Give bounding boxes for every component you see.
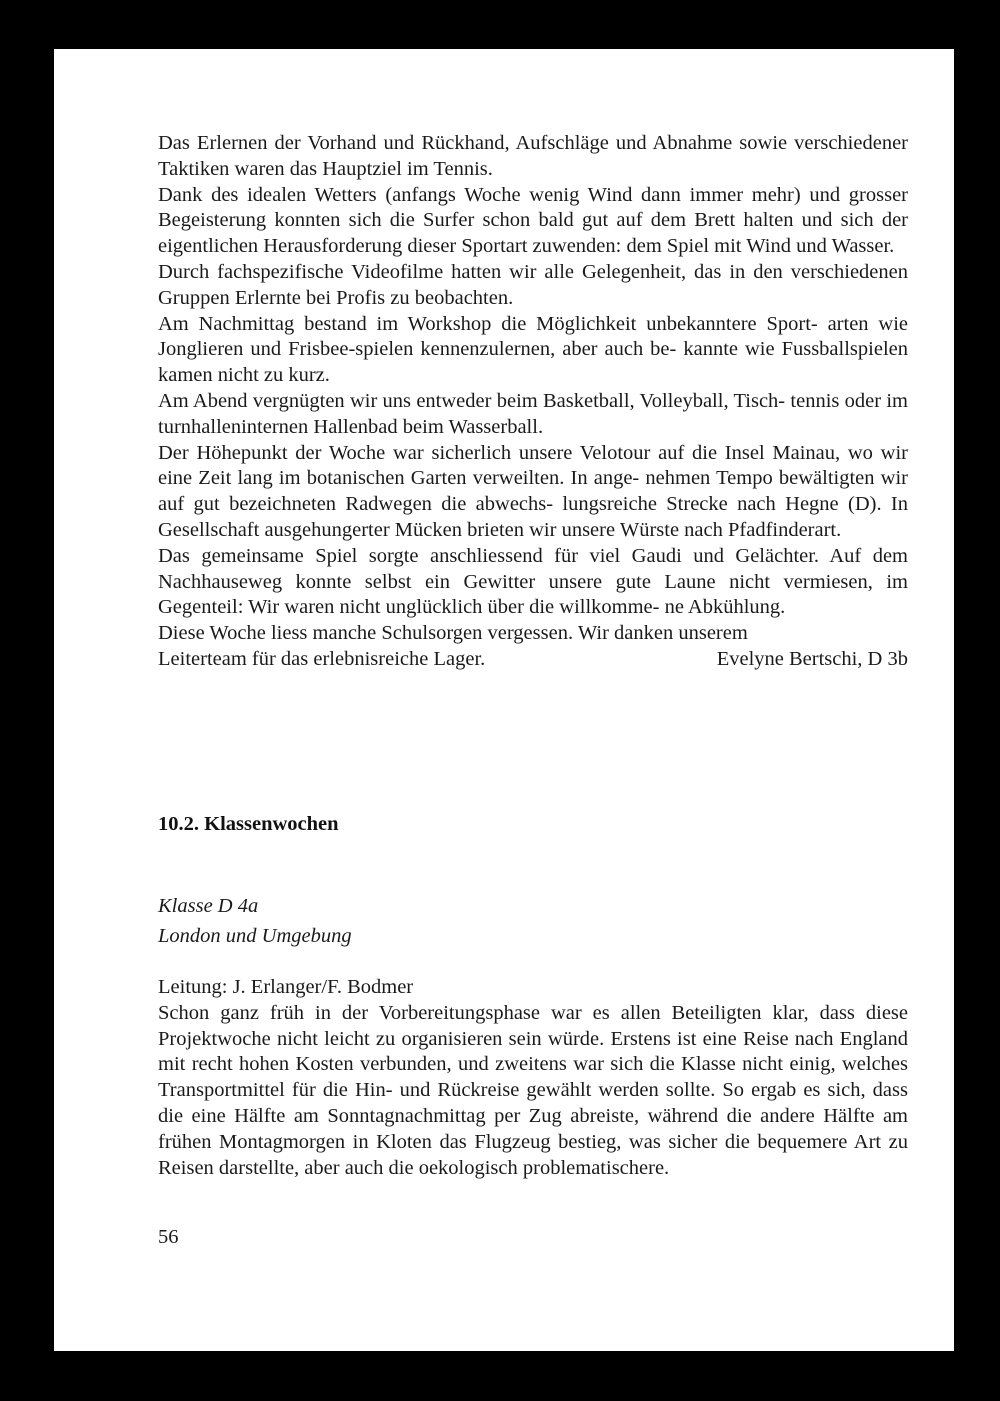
author-signature: Evelyne Bertschi, D 3b [716,647,908,670]
closing-signature-line [158,647,908,673]
paragraph-surfing: Dank des idealen Wetters (anfangs Woche wenig Wind dann immer mehr) und grosser Begeisterung konnten sich die Surfer schon bald gut auf dem Brett halten und sich der eigentlichen Herausforderung dieser Sportart zuwenden: dem Spiel mit Wind und Wasser. [158,183,908,258]
closing-text: Leiterteam für das erlebnisreiche Lager. [158,647,486,670]
leadership-line: Leitung: J. Erlanger/F. Bodmer [158,976,414,998]
paragraph-evening: Am Abend vergnügten wir uns entweder beim Basketball, Volleyball, Tisch- tennis oder im turnhalleninternen Hallenbad beim Wasserball. [158,389,908,438]
report-section [158,131,908,673]
class-subtitle: London und Umgebung [158,925,352,947]
class-info [158,891,352,951]
paragraph-game: Das gemeinsame Spiel sorgte anschliessend für viel Gaudi und Gelächter. Auf dem Nachhauseweg konnte selbst ein Gewitter unsere gute Laune nicht vermiesen, im Gegenteil: Wir waren nicht unglücklich über die willkomme- ne Abkühlung. [158,544,908,619]
document-page [54,49,954,1351]
paragraph-workshop: Am Nachmittag bestand im Workshop die Möglichkeit unbekanntere Sport- arten wie Jonglieren und Frisbee-spielen kennenzulernen, aber auch be- kannte wie Fussballspielen kamen nicht zu kurz. [158,312,908,387]
class-name: Klasse D 4a [158,895,259,917]
class-report [158,975,908,1181]
page-number: 56 [158,1226,179,1248]
paragraph-tennis: Das Erlernen der Vorhand und Rückhand, Aufschläge und Abnahme sowie verschiedener Taktiken waren das Hauptziel im Tennis. [158,132,908,180]
closing-line: Diese Woche liess manche Schulsorgen vergessen. Wir danken unserem [158,622,748,645]
paragraph-london: Schon ganz früh in der Vorbereitungsphase war es allen Beteiligten klar, dass diese Projektwoche nicht leicht zu organisieren sein würde. Erstens ist eine Reise nach England mit recht hohen Kosten verbunden, und zweitens war sich die Klasse nicht einig, welches Transportmittel für die Hin- und Rückreise gewählt werden sollte. So ergab es sich, dass die eine Hälfte am Sonntagnachmittag per Zug abreiste, während die andere Hälfte am frühen Montagmorgen in Kloten das Flugzeug bestieg, was sicher die bequemere Art zu Reisen darstellte, aber auch die oekologisch problematischere. [158,1001,908,1179]
paragraph-velotour: Der Höhepunkt der Woche war sicherlich unsere Velotour auf die Insel Mainau, wo wir eine Zeit lang im botanischen Garten verweilten. In ange- nehmen Tempo bewältigten wir auf gut bezeichneten Radwegen die abwechs- lungsreiche Strecke nach Hegne (D). In Gesellschaft ausgehungerter Mücken brieten wir unsere Würste nach Pfadfinderart. [158,441,908,541]
paragraph-videos: Durch fachspezifische Videofilme hatten wir alle Gelegenheit, das in den verschiedenen Gruppen Erlernte bei Profis zu beobachten. [158,260,908,309]
section-heading: 10.2. Klassenwochen [158,813,339,835]
